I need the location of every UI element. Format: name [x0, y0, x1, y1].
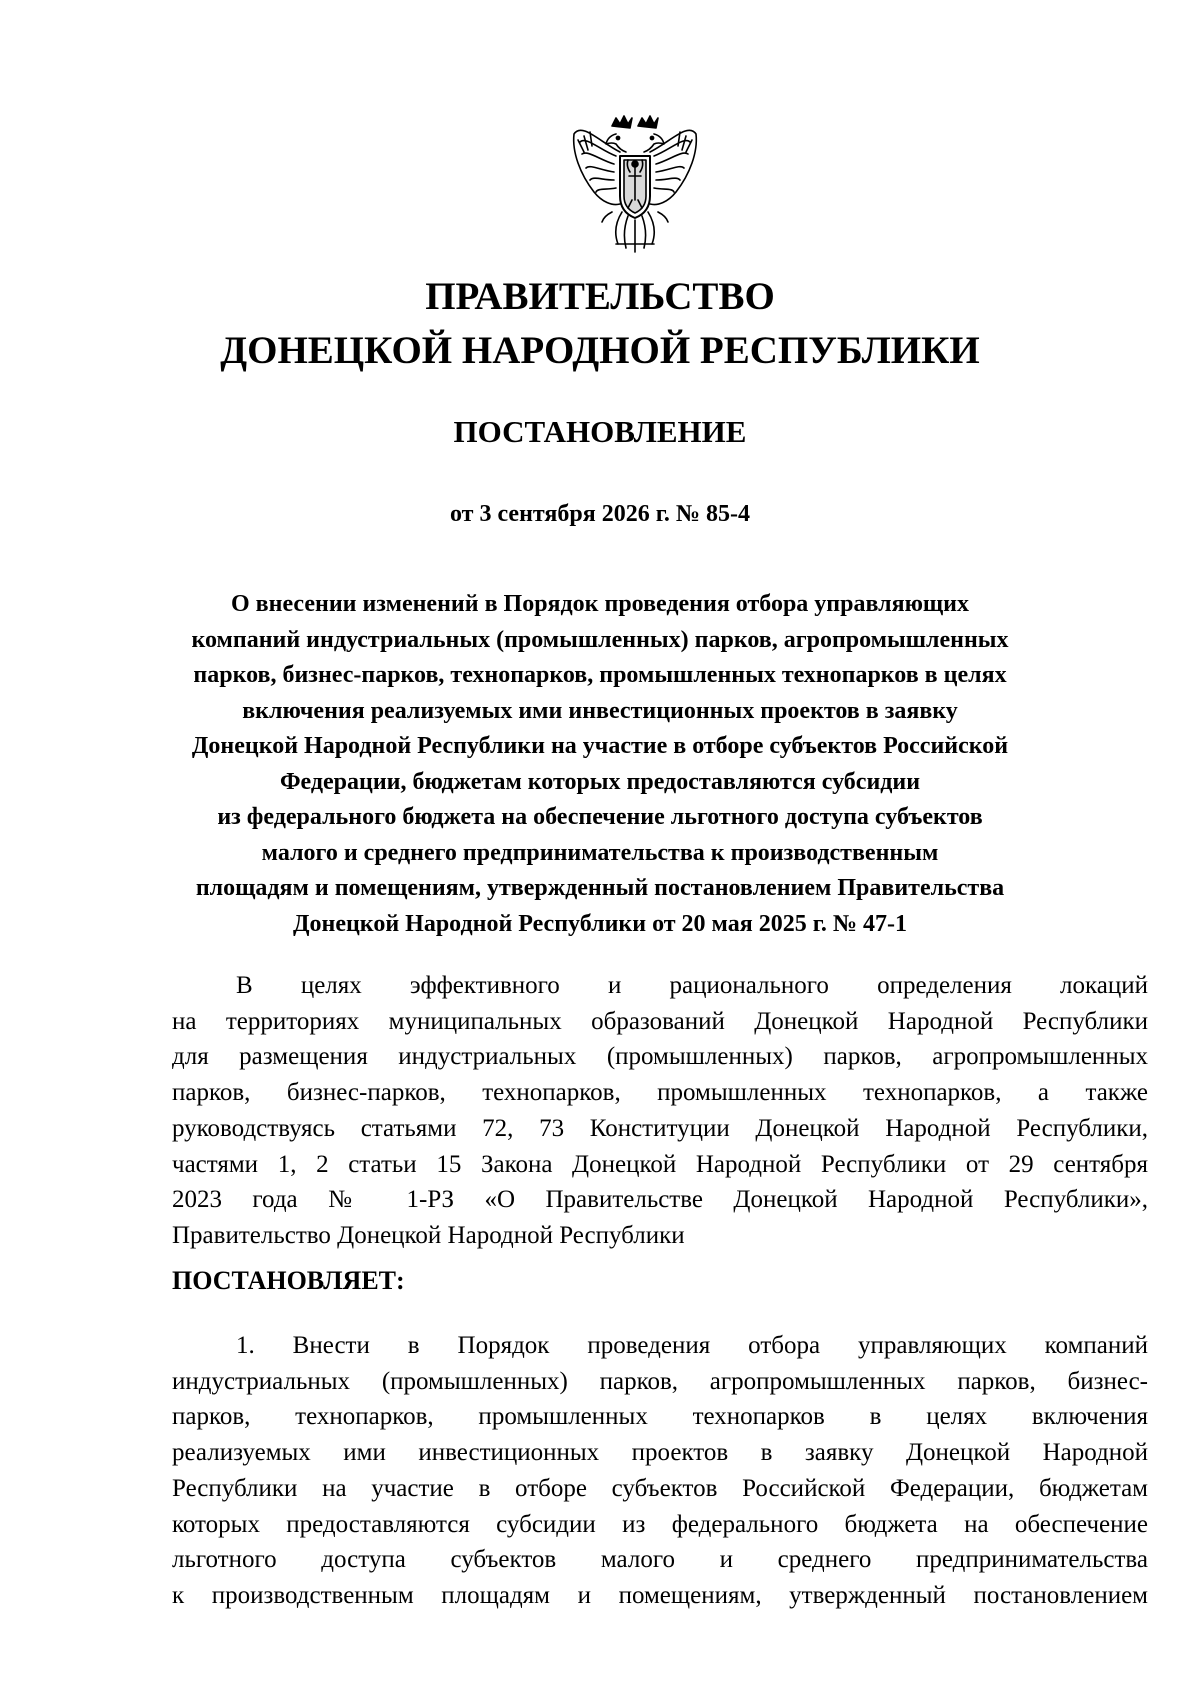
- preamble-line: на территориях муниципальных образований Донецкой Народной Республики: [172, 1007, 1148, 1035]
- subject-line: Федерации, бюджетам которых предоставляются субсидии: [279, 768, 921, 795]
- item-1-line: парков, технопарков, промышленных технопарков в целях включения: [172, 1403, 1148, 1431]
- item-1-line: которых предоставляются субсидии из федерального бюджета на обеспечение: [172, 1510, 1148, 1538]
- subject-line: парков, бизнес-парков, технопарков, промышленных технопарков в целях: [193, 662, 1007, 688]
- preamble-line: для размещения индустриальных (промышленных) парков, агропромышленных: [172, 1043, 1148, 1071]
- item-1-paragraph: [172, 1328, 1148, 1614]
- subject-line: О внесении изменений в Порядок проведения отбора управляющих: [230, 591, 970, 617]
- item-1-line: индустриальных (промышленных) парков, агропромышленных парков, бизнес-: [172, 1367, 1148, 1395]
- item-1-line: реализуемых ими инвестиционных проектов в заявку Донецкой Народной: [172, 1439, 1148, 1467]
- decree-date-number: от 3 сентября 2026 г. № 85-4: [450, 501, 750, 527]
- item-1-line: к производственным площадям и помещениям, утвержденный постановлением: [172, 1581, 1148, 1609]
- subject-line: площадям и помещениям, утвержденный постановлением Правительства: [195, 875, 1005, 901]
- subject-line: Донецкой Народной Республики на участие в отборе субъектов Российской: [191, 733, 1009, 759]
- preamble-line: руководствуясь статьями 72, 73 Конституции Донецкой Народной Республики,: [172, 1114, 1148, 1142]
- document-type: ПОСТАНОВЛЕНИЕ: [453, 414, 747, 449]
- item-1-line: Республики на участие в отборе субъектов Российской Федерации, бюджетам: [172, 1474, 1148, 1502]
- preamble-line: В целях эффективного и рационального определения локаций: [236, 972, 1148, 999]
- item-1-line: льготного доступа субъектов малого и среднего предпринимательства: [172, 1546, 1148, 1574]
- preamble-paragraph: [172, 968, 1148, 1254]
- government-title-line-1: ПРАВИТЕЛЬСТВО: [425, 275, 775, 318]
- preamble-line: частями 1, 2 статьи 15 Закона Донецкой Народной Республики от 29 сентября: [172, 1150, 1148, 1178]
- subject-line: из федерального бюджета на обеспечение льготного доступа субъектов: [217, 804, 983, 830]
- subject-line: Донецкой Народной Республики от 20 мая 2025 г. № 47-1: [292, 910, 908, 937]
- subject-line: компаний индустриальных (промышленных) парков, агропромышленных: [191, 626, 1009, 653]
- preamble-line: Правительство Донецкой Народной Республики: [172, 1221, 685, 1249]
- subject-line: малого и среднего предпринимательства к производственным: [261, 839, 939, 866]
- item-1-line: 1. Внести в Порядок проведения отбора управляющих компаний: [236, 1332, 1148, 1359]
- decree-subject: [160, 587, 1040, 942]
- government-title-line-2: ДОНЕЦКОЙ НАРОДНОЙ РЕСПУБЛИКИ: [220, 329, 980, 372]
- preamble-line: 2023 года № 1-РЗ «О Правительстве Донецкой Народной Республики»,: [172, 1186, 1148, 1214]
- government-title: [0, 270, 1200, 378]
- preamble-line: парков, бизнес-парков, технопарков, промышленных технопарков, а также: [172, 1079, 1148, 1107]
- eagle-coat-of-arms-icon: [560, 112, 710, 262]
- subject-line: включения реализуемых ими инвестиционных проектов в заявку: [242, 697, 958, 724]
- resolves-heading: ПОСТАНОВЛЯЕТ:: [172, 1266, 405, 1295]
